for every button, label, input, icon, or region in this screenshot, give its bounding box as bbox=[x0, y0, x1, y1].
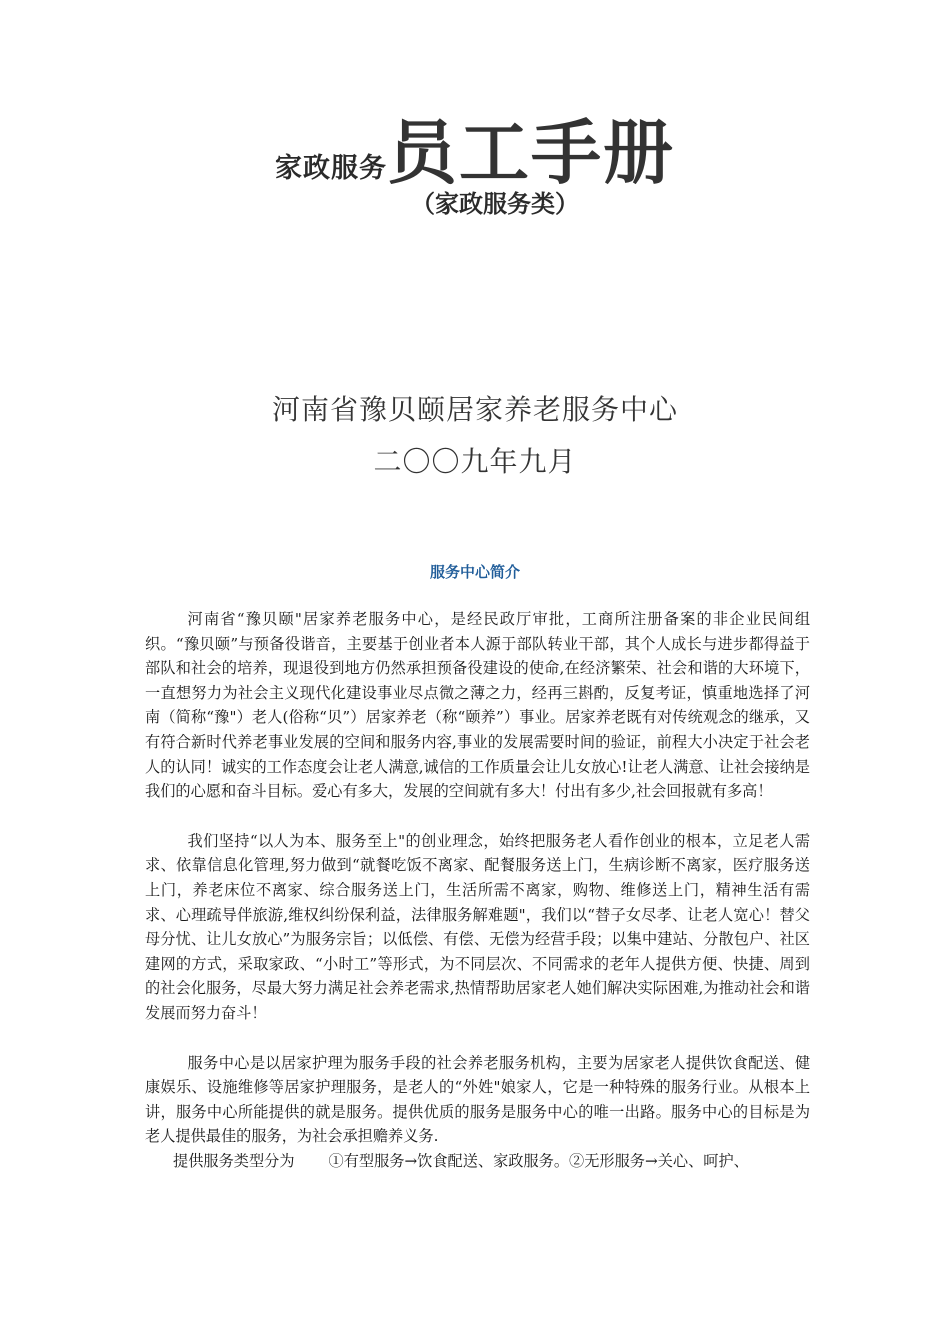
intro-body bbox=[145, 607, 810, 1173]
cover-title-block bbox=[0, 112, 950, 219]
service-types-label: 提供服务类型分为 bbox=[173, 1151, 295, 1170]
service-types-text: ①有型服务→饮食配送、家政服务。②无形服务→关心、呵护、 bbox=[328, 1151, 749, 1170]
title-prefix: 家政服务 bbox=[275, 153, 387, 184]
title-main: 员工手册 bbox=[387, 112, 675, 194]
organization-block bbox=[0, 390, 950, 482]
publication-date: 二〇〇九年九月 bbox=[373, 445, 577, 478]
section-heading: 服务中心简介 bbox=[429, 563, 520, 581]
intro-paragraph-2: 我们坚持“以人为本、服务至上"的创业理念，始终把服务老人看作创业的根本，立足老人需求、依靠信息化管理,努力做到“就餐吃饭不离家、配餐服务送上门，生病诊断不离家，医疗服务送上门，养老床位不离家、综合服务送上门，生活所需不离家，购物、维修送上门，精神生活有需求、心理疏导伴旅游,维权纠纷保利益，法律服务解难题"，我们以“替子女尽孝、让老人宽心！替父母分忧、让儿女放心”为服务宗旨；以低偿、有偿、无偿为经营手段；以集中建站、分散包户、社区建网的方式，采取家政、“小时工”等形式，为不同层次、不同需求的老年人提供方便、快捷、周到的社会化服务，尽最大努力满足社会养老需求,热情帮助居家老人她们解决实际困难,为推动社会和谐发展而努力奋斗！ bbox=[145, 831, 810, 1022]
title-subtitle: （家政服务类） bbox=[411, 190, 579, 218]
service-types-line bbox=[145, 1149, 810, 1174]
intro-paragraph-3: 服务中心是以居家护理为服务手段的社会养老服务机构，主要为居家老人提供饮食配送、健康娱乐、设施维修等居家护理服务，是老人的“外姓"娘家人，它是一种特殊的服务行业。从根本上讲，服务中心所能提供的就是服务。提供优质的服务是服务中心的唯一出路。服务中心的目标是为老人提供最佳的服务，为社会承担赡养义务. bbox=[145, 1053, 810, 1146]
organization-name: 河南省豫贝颐居家养老服务中心 bbox=[271, 393, 678, 426]
cover-title bbox=[0, 112, 950, 194]
intro-paragraph-1: 河南省“豫贝颐"居家养老服务中心，是经民政厅审批，工商所注册备案的非企业民间组织。“豫贝颐”与预备役谐音，主要基于创业者本人源于部队转业干部，其个人成长与进步都得益于部队和社会的培养，现退役到地方仍然承担预备役建设的使命,在经济繁荣、社会和谐的大环境下，一直想努力为社会主义现代化建设事业尽点微之薄之力，经再三斟酌，反复考证，慎重地选择了河南（简称“豫"）老人(俗称“贝”）居家养老（称“颐养”）事业。居家养老既有对传统观念的继承，又有符合新时代养老事业发展的空间和服务内容,事业的发展需要时间的验证，前程大小决定于社会老人的认同！诚实的工作态度会让老人满意,诚信的工作质量会让儿女放心!让老人满意、让社会接纳是我们的心愿和奋斗目标。爱心有多大，发展的空间就有多大！付出有多少,社会回报就有多高！ bbox=[145, 610, 810, 801]
